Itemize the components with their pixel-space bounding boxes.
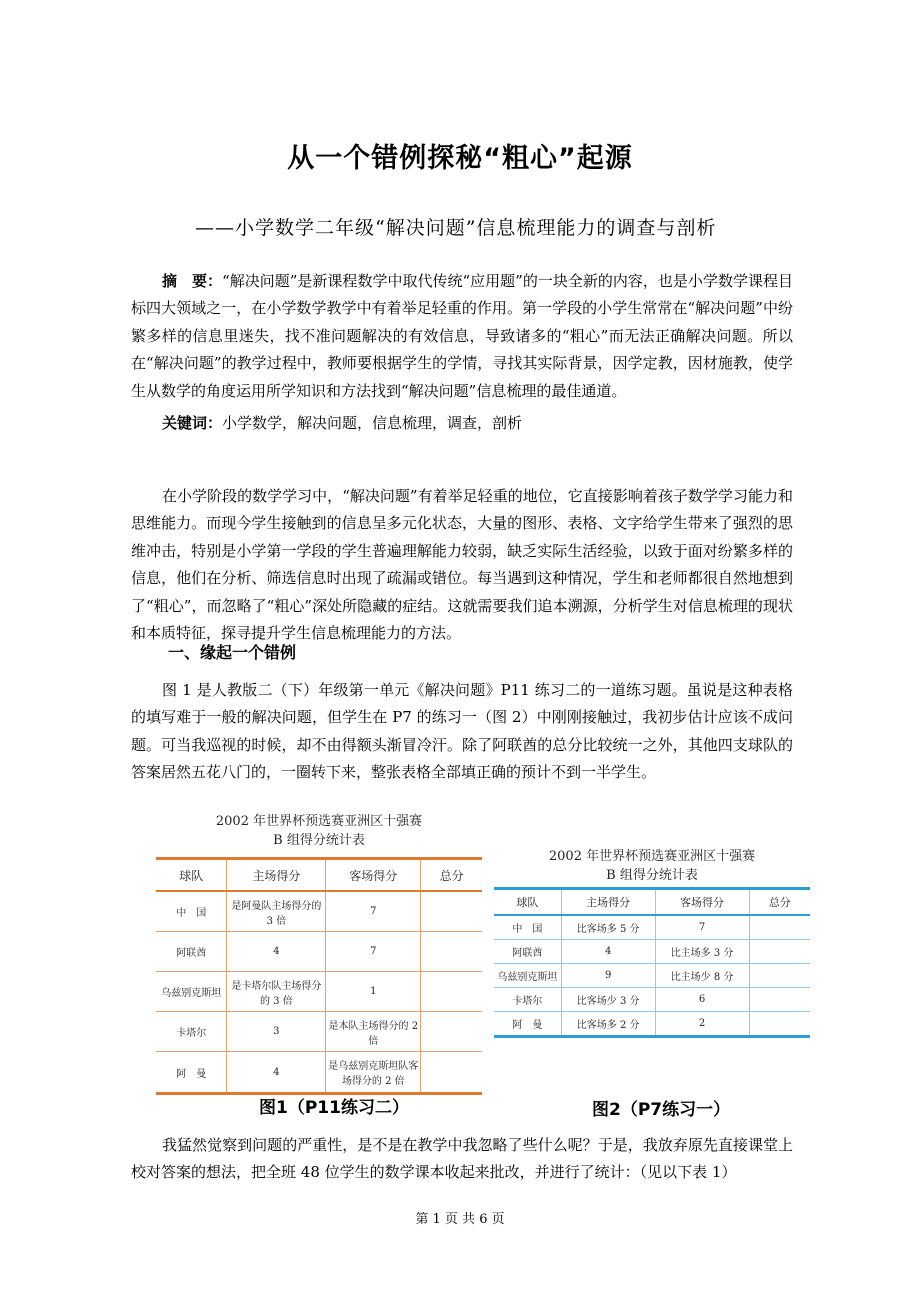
table-cell bbox=[749, 1012, 810, 1037]
figure1-title-line2: B 组得分统计表 bbox=[273, 833, 365, 848]
table-row bbox=[156, 932, 482, 972]
table-cell bbox=[421, 891, 482, 932]
table-cell: 4 bbox=[227, 932, 326, 972]
table-cell bbox=[421, 1052, 482, 1094]
table-cell: 是阿曼队主场得分的 3 倍 bbox=[227, 891, 326, 932]
intro-paragraph: 在小学阶段的数学学习中，“解决问题”有着举足轻重的地位，它直接影响着孩子数学学习能力和思维能力。而现今学生接触到的信息呈多元化状态，大量的图形、表格、文字给学生带来了强烈的思维冲击，特别是小学第一学段的学生普遍理解能力较弱，缺乏实际生活经验，以致于面对纷繁多样的信息，他们在分析、筛选信息时出现了疏漏或错位。每当遇到这种情况，学生和老师都很自然地想到了“粗心”，而忽略了“粗心”深处所隐藏的症结。这就需要我们追本溯源，分析学生对信息梳理的现状和本质特征，探寻提升学生信息梳理能力的方法。 bbox=[131, 487, 793, 643]
table-header-row bbox=[494, 889, 810, 916]
table-cell: 乌兹别克斯坦 bbox=[156, 972, 227, 1012]
header-cell: 球队 bbox=[494, 889, 561, 916]
figure1-title-line1: 2002 年世界杯预选赛亚洲区十强赛 bbox=[215, 814, 423, 829]
table-cell: 2 bbox=[655, 1012, 749, 1037]
figure2-title bbox=[494, 847, 810, 885]
paper-subtitle: ——小学数学二年级“解决问题”信息梳理能力的调查与剖析 bbox=[195, 217, 717, 239]
header-cell: 总分 bbox=[749, 889, 810, 916]
table-row bbox=[156, 1052, 482, 1094]
header-cell: 客场得分 bbox=[326, 859, 421, 892]
keywords-line bbox=[162, 412, 522, 433]
figure2-title-line1: 2002 年世界杯预选赛亚洲区十强赛 bbox=[548, 849, 756, 864]
table-row bbox=[156, 891, 482, 932]
keywords-text: 小学数学，解决问题，信息梳理，调查，剖析 bbox=[222, 414, 523, 432]
table-cell: 1 bbox=[326, 972, 421, 1012]
table-cell: 比客场多 5 分 bbox=[561, 915, 655, 940]
table-cell: 7 bbox=[326, 932, 421, 972]
table-cell: 中 国 bbox=[494, 915, 561, 940]
header-cell: 总分 bbox=[421, 859, 482, 892]
table-header-row bbox=[156, 859, 482, 892]
table-cell bbox=[749, 988, 810, 1012]
table-cell bbox=[749, 964, 810, 988]
header-cell: 球队 bbox=[156, 859, 227, 892]
table-cell: 3 bbox=[227, 1012, 326, 1052]
table-cell: 阿联酋 bbox=[156, 932, 227, 972]
page-footer: 第 1 页 共 6 页 bbox=[415, 1212, 505, 1227]
table-cell: 比主场多 3 分 bbox=[655, 940, 749, 964]
table-cell: 卡塔尔 bbox=[156, 1012, 227, 1052]
table-cell: 4 bbox=[227, 1052, 326, 1094]
table-cell: 卡塔尔 bbox=[494, 988, 561, 1012]
table-cell: 9 bbox=[561, 964, 655, 988]
table-row bbox=[494, 1012, 810, 1037]
section-paragraph: 图 1 是人教版二（下）年级第一单元《解决问题》P11 练习二的一道练习题。虽说是这种表格的填写难于一般的解决问题，但学生在 P7 的练习一（图 2）中刚刚接触过，我初步估计应该不成问题。可当我巡视的时候，却不由得额头渐冒冷汗。除了阿联酋的总分比较统一之外，其他四支球队的答案居然五花八门的，一圈转下来，整张表格全部填正确的预计不到一半学生。 bbox=[131, 681, 793, 782]
figure1-title bbox=[156, 812, 482, 850]
table-cell: 7 bbox=[326, 891, 421, 932]
table-cell bbox=[749, 915, 810, 940]
figure2-table bbox=[494, 887, 810, 1038]
section-heading: 一、缘起一个错例 bbox=[168, 643, 297, 662]
table-row bbox=[156, 972, 482, 1012]
table-row bbox=[494, 940, 810, 964]
header-cell: 主场得分 bbox=[561, 889, 655, 916]
figure2-title-line2: B 组得分统计表 bbox=[606, 868, 698, 883]
table-cell: 阿 曼 bbox=[494, 1012, 561, 1037]
table-cell: 4 bbox=[561, 940, 655, 964]
table-cell bbox=[749, 940, 810, 964]
table-cell: 比客场多 2 分 bbox=[561, 1012, 655, 1037]
table-cell: 7 bbox=[655, 915, 749, 940]
abstract-text: “解决问题”是新课程数学中取代传统“应用题”的一块全新的内容，也是小学数学课程目标四大领域之一，在小学数学教学中有着举足轻重的作用。第一学段的小学生常常在“解决问题”中纷繁多样的信息里迷失，找不准问题解决的有效信息，导致诸多的“粗心”而无法正确解决问题。所以在“解决问题”的教学过程中，教师要根据学生的学情，寻找其实际背景，因学定教，因材施教，使学生从数学的角度运用所学知识和方法找到“解决问题”信息梳理的最佳通道。 bbox=[131, 272, 793, 400]
table-cell: 阿联酋 bbox=[494, 940, 561, 964]
table-cell: 6 bbox=[655, 988, 749, 1012]
table-cell: 是本队主场得分的 2 倍 bbox=[326, 1012, 421, 1052]
abstract-paragraph bbox=[131, 268, 793, 405]
table-cell: 是乌兹别克斯坦队客场得分的 2 倍 bbox=[326, 1052, 421, 1094]
figure2-caption: 图2（P7练习一） bbox=[592, 1100, 731, 1120]
table-cell: 阿 曼 bbox=[156, 1052, 227, 1094]
table-cell: 是卡塔尔队主场得分的 3 倍 bbox=[227, 972, 326, 1012]
table-cell: 乌兹别克斯坦 bbox=[494, 964, 561, 988]
table-cell: 比主场少 8 分 bbox=[655, 964, 749, 988]
table-row bbox=[494, 988, 810, 1012]
figure1-caption: 图1（P11练习二） bbox=[259, 1098, 409, 1118]
table-row bbox=[494, 964, 810, 988]
table-cell: 比客场少 3 分 bbox=[561, 988, 655, 1012]
table-cell bbox=[421, 972, 482, 1012]
table-cell bbox=[421, 932, 482, 972]
header-cell: 主场得分 bbox=[227, 859, 326, 892]
table-row bbox=[494, 915, 810, 940]
table-row bbox=[156, 1012, 482, 1052]
keywords-label: 关键词： bbox=[162, 414, 223, 432]
table-cell bbox=[421, 1012, 482, 1052]
paper-title: 从一个错例探秘“粗心”起源 bbox=[287, 143, 633, 174]
abstract-label: 摘 要： bbox=[162, 272, 223, 290]
after-figures-paragraph: 我猛然觉察到问题的严重性，是不是在教学中我忽略了些什么呢？于是，我放弃原先直接课堂上校对答案的想法，把全班 48 位学生的数学课本收起来批改，并进行了统计：（见以下表 1） bbox=[131, 1136, 793, 1182]
table-cell: 中 国 bbox=[156, 891, 227, 932]
figure1-table bbox=[156, 857, 482, 1095]
header-cell: 客场得分 bbox=[655, 889, 749, 916]
